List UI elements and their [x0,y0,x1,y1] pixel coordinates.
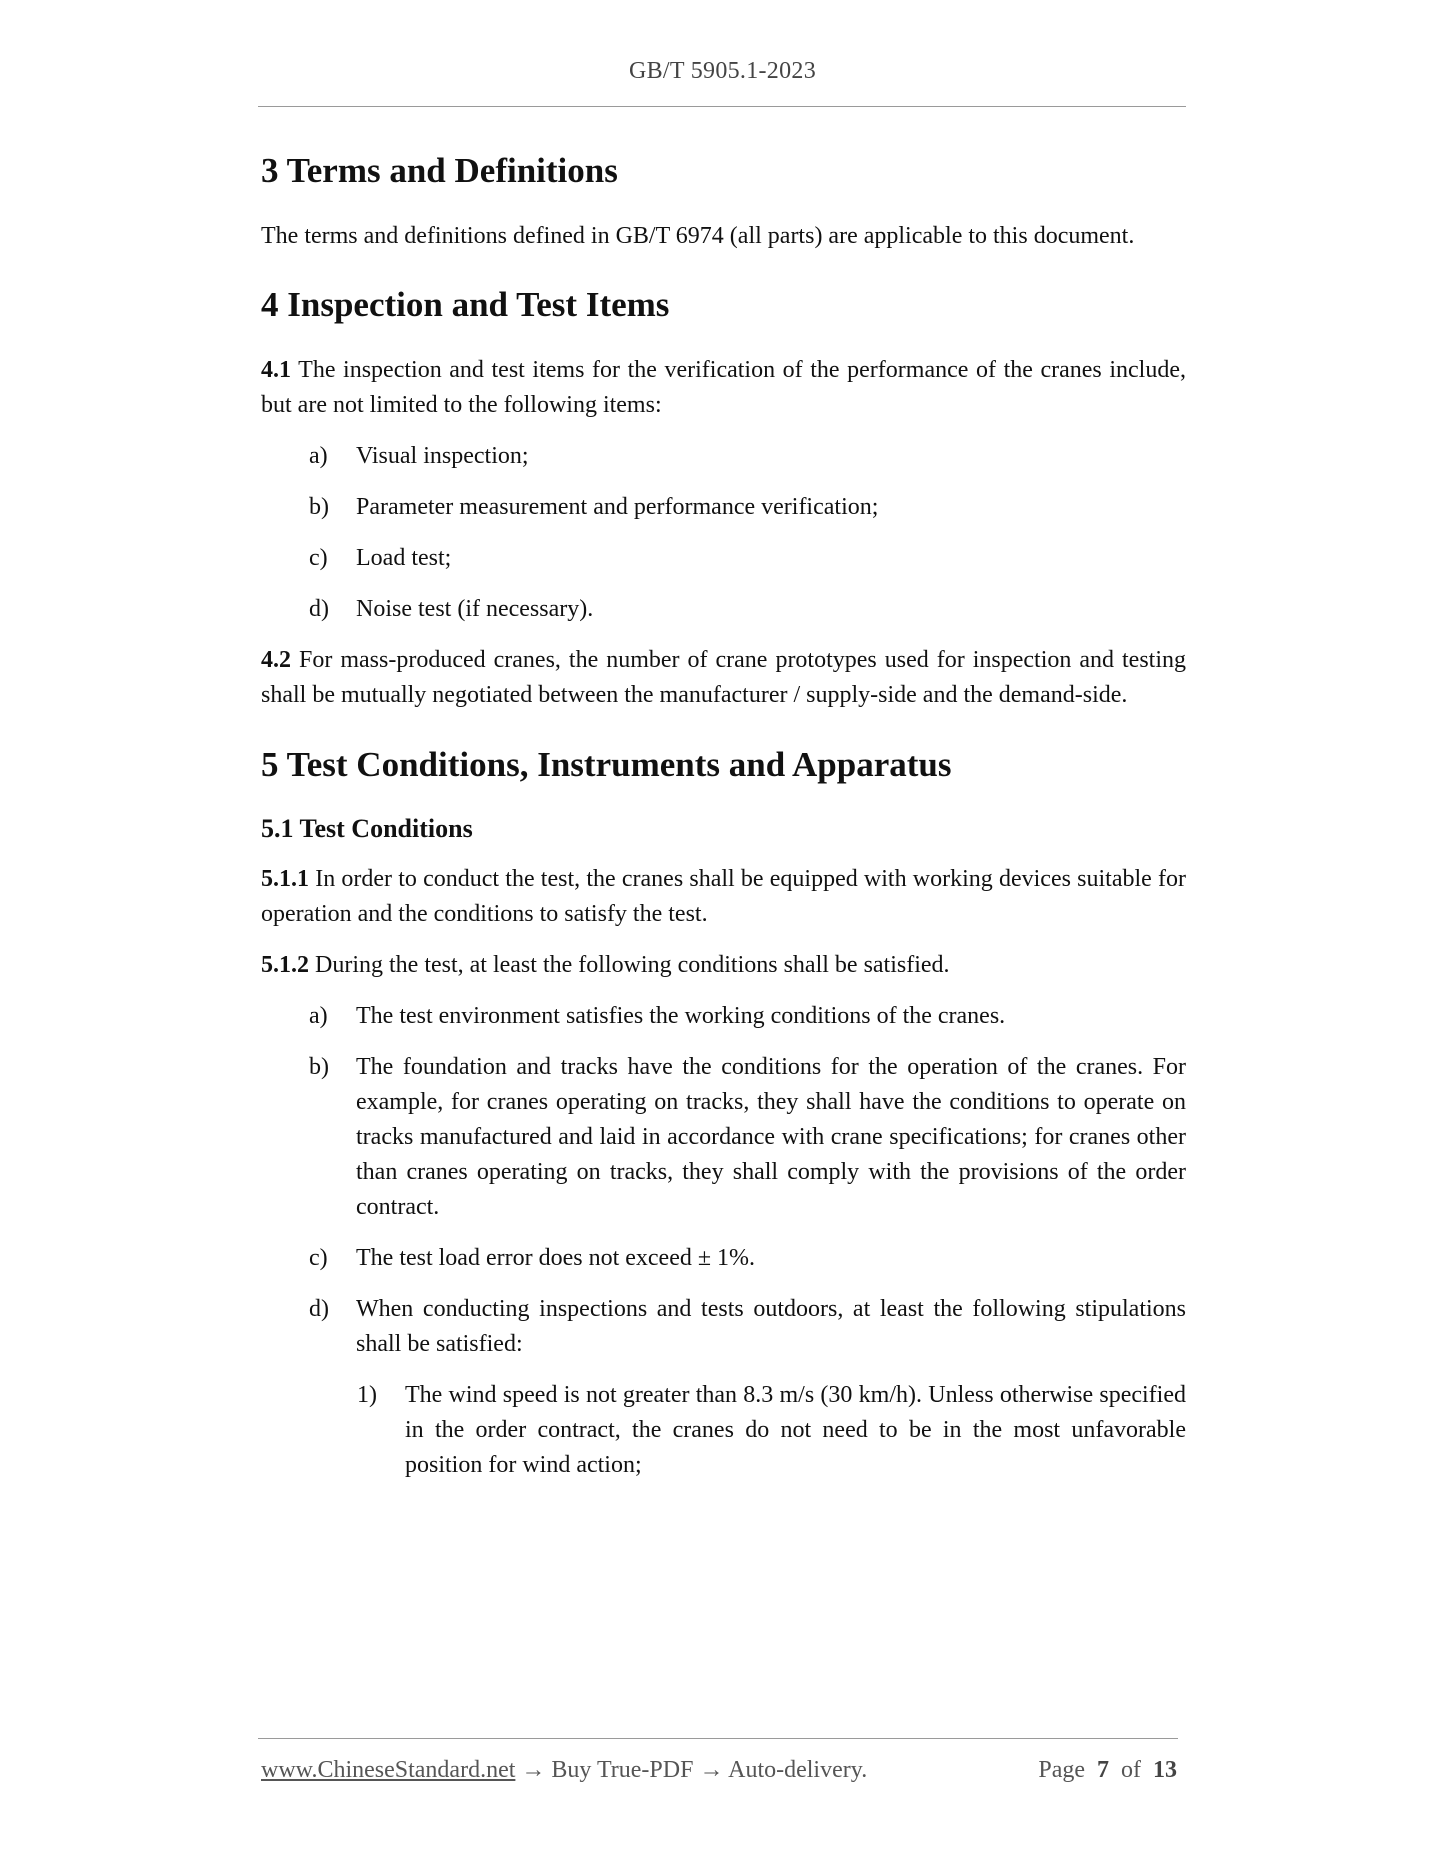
section-5-heading: 5 Test Conditions, Instruments and Apparatus [261,745,952,784]
list-item-text: Noise test (if necessary). [356,596,594,622]
page-of-label: of [1121,1757,1141,1783]
page-number [1038,1754,1177,1786]
page-content [261,150,1186,1483]
clause-4-2-number: 4.2 [261,647,291,673]
clause-5-1-2-number: 5.1.2 [261,952,309,978]
list-marker: a) [309,443,328,469]
list-marker: b) [309,494,329,520]
list-item-text: The foundation and tracks have the conditions for the operation of the cranes. For example, for cranes operating on tracks, they shall have the conditions to operate on tracks manufactured and laid in accordance with crane specifications; for cranes other than cranes operating on tracks, they shall comply with the provisions of the order contract. [356,1054,1186,1220]
list-item [261,490,1186,525]
list-item-text: Load test; [356,545,452,571]
list-item [261,999,1186,1034]
list-item-text: When conducting inspections and tests outdoors, at least the following stipulations shall be satisfied: [356,1296,1186,1357]
list-marker: d) [309,1296,329,1322]
list-item [261,592,1186,627]
list-item [261,1241,1186,1276]
clause-4-1 [261,353,1186,423]
list-marker: b) [309,1054,329,1080]
list-item-text: Visual inspection; [356,443,529,469]
chinese-standard-link[interactable]: www.ChineseStandard.net [261,1757,516,1783]
list-item-text: Parameter measurement and performance verification; [356,494,879,520]
list-item [261,439,1186,474]
clause-4-2 [261,643,1186,713]
clause-4-1-text: The inspection and test items for the verification of the performance of the cranes include, but are not limited to the following items: [261,357,1186,418]
footer-divider [258,1738,1178,1739]
standard-code-header: GB/T 5905.1-2023 [628,58,817,84]
clause-5-1-2-text: During the test, at least the following conditions shall be satisfied. [315,952,950,978]
section-4-heading: 4 Inspection and Test Items [261,285,670,324]
list-marker: a) [309,1003,328,1029]
list-item-text: The test environment satisfies the working conditions of the cranes. [356,1003,1006,1029]
page-current: 7 [1097,1757,1109,1783]
clause-5-1-2 [261,948,1186,983]
page-label: Page [1038,1757,1085,1783]
clause-4-1-number: 4.1 [261,357,291,383]
list-marker: c) [309,545,328,571]
sub-list-marker: 1) [357,1382,377,1408]
clause-5-1-1-number: 5.1.1 [261,866,309,892]
clause-4-2-text: For mass-produced cranes, the number of crane prototypes used for inspection and testing shall be mutually negotiated between the manufacturer / supply-side and the demand-side. [261,647,1186,708]
clause-5-1-1 [261,862,1186,932]
list-item [261,541,1186,576]
sub-list-item-text: The wind speed is not greater than 8.3 m/s (30 km/h). Unless otherwise specified in the order contract, the cranes do not need to be in the most unfavorable position for wind action; [405,1382,1186,1478]
clause-5-1-1-text: In order to conduct the test, the cranes shall be equipped with working devices suitable for operation and the conditions to satisfy the test. [261,866,1186,927]
section-3-heading: 3 Terms and Definitions [261,151,618,190]
list-marker: d) [309,596,329,622]
footer-promo-text: → Buy True-PDF → Auto-delivery. [515,1757,868,1783]
section-3-text: The terms and definitions defined in GB/T 6974 (all parts) are applicable to this document. [261,223,1135,249]
list-item-text: The test load error does not exceed ± 1%. [356,1245,756,1271]
subsection-5-1-heading: 5.1 Test Conditions [261,814,473,843]
footer-promo [261,1754,867,1786]
page-total: 13 [1153,1757,1177,1783]
list-item [261,1292,1186,1362]
header-divider [258,106,1186,107]
list-marker: c) [309,1245,328,1271]
list-item [261,1050,1186,1225]
sub-list-item [261,1378,1186,1483]
